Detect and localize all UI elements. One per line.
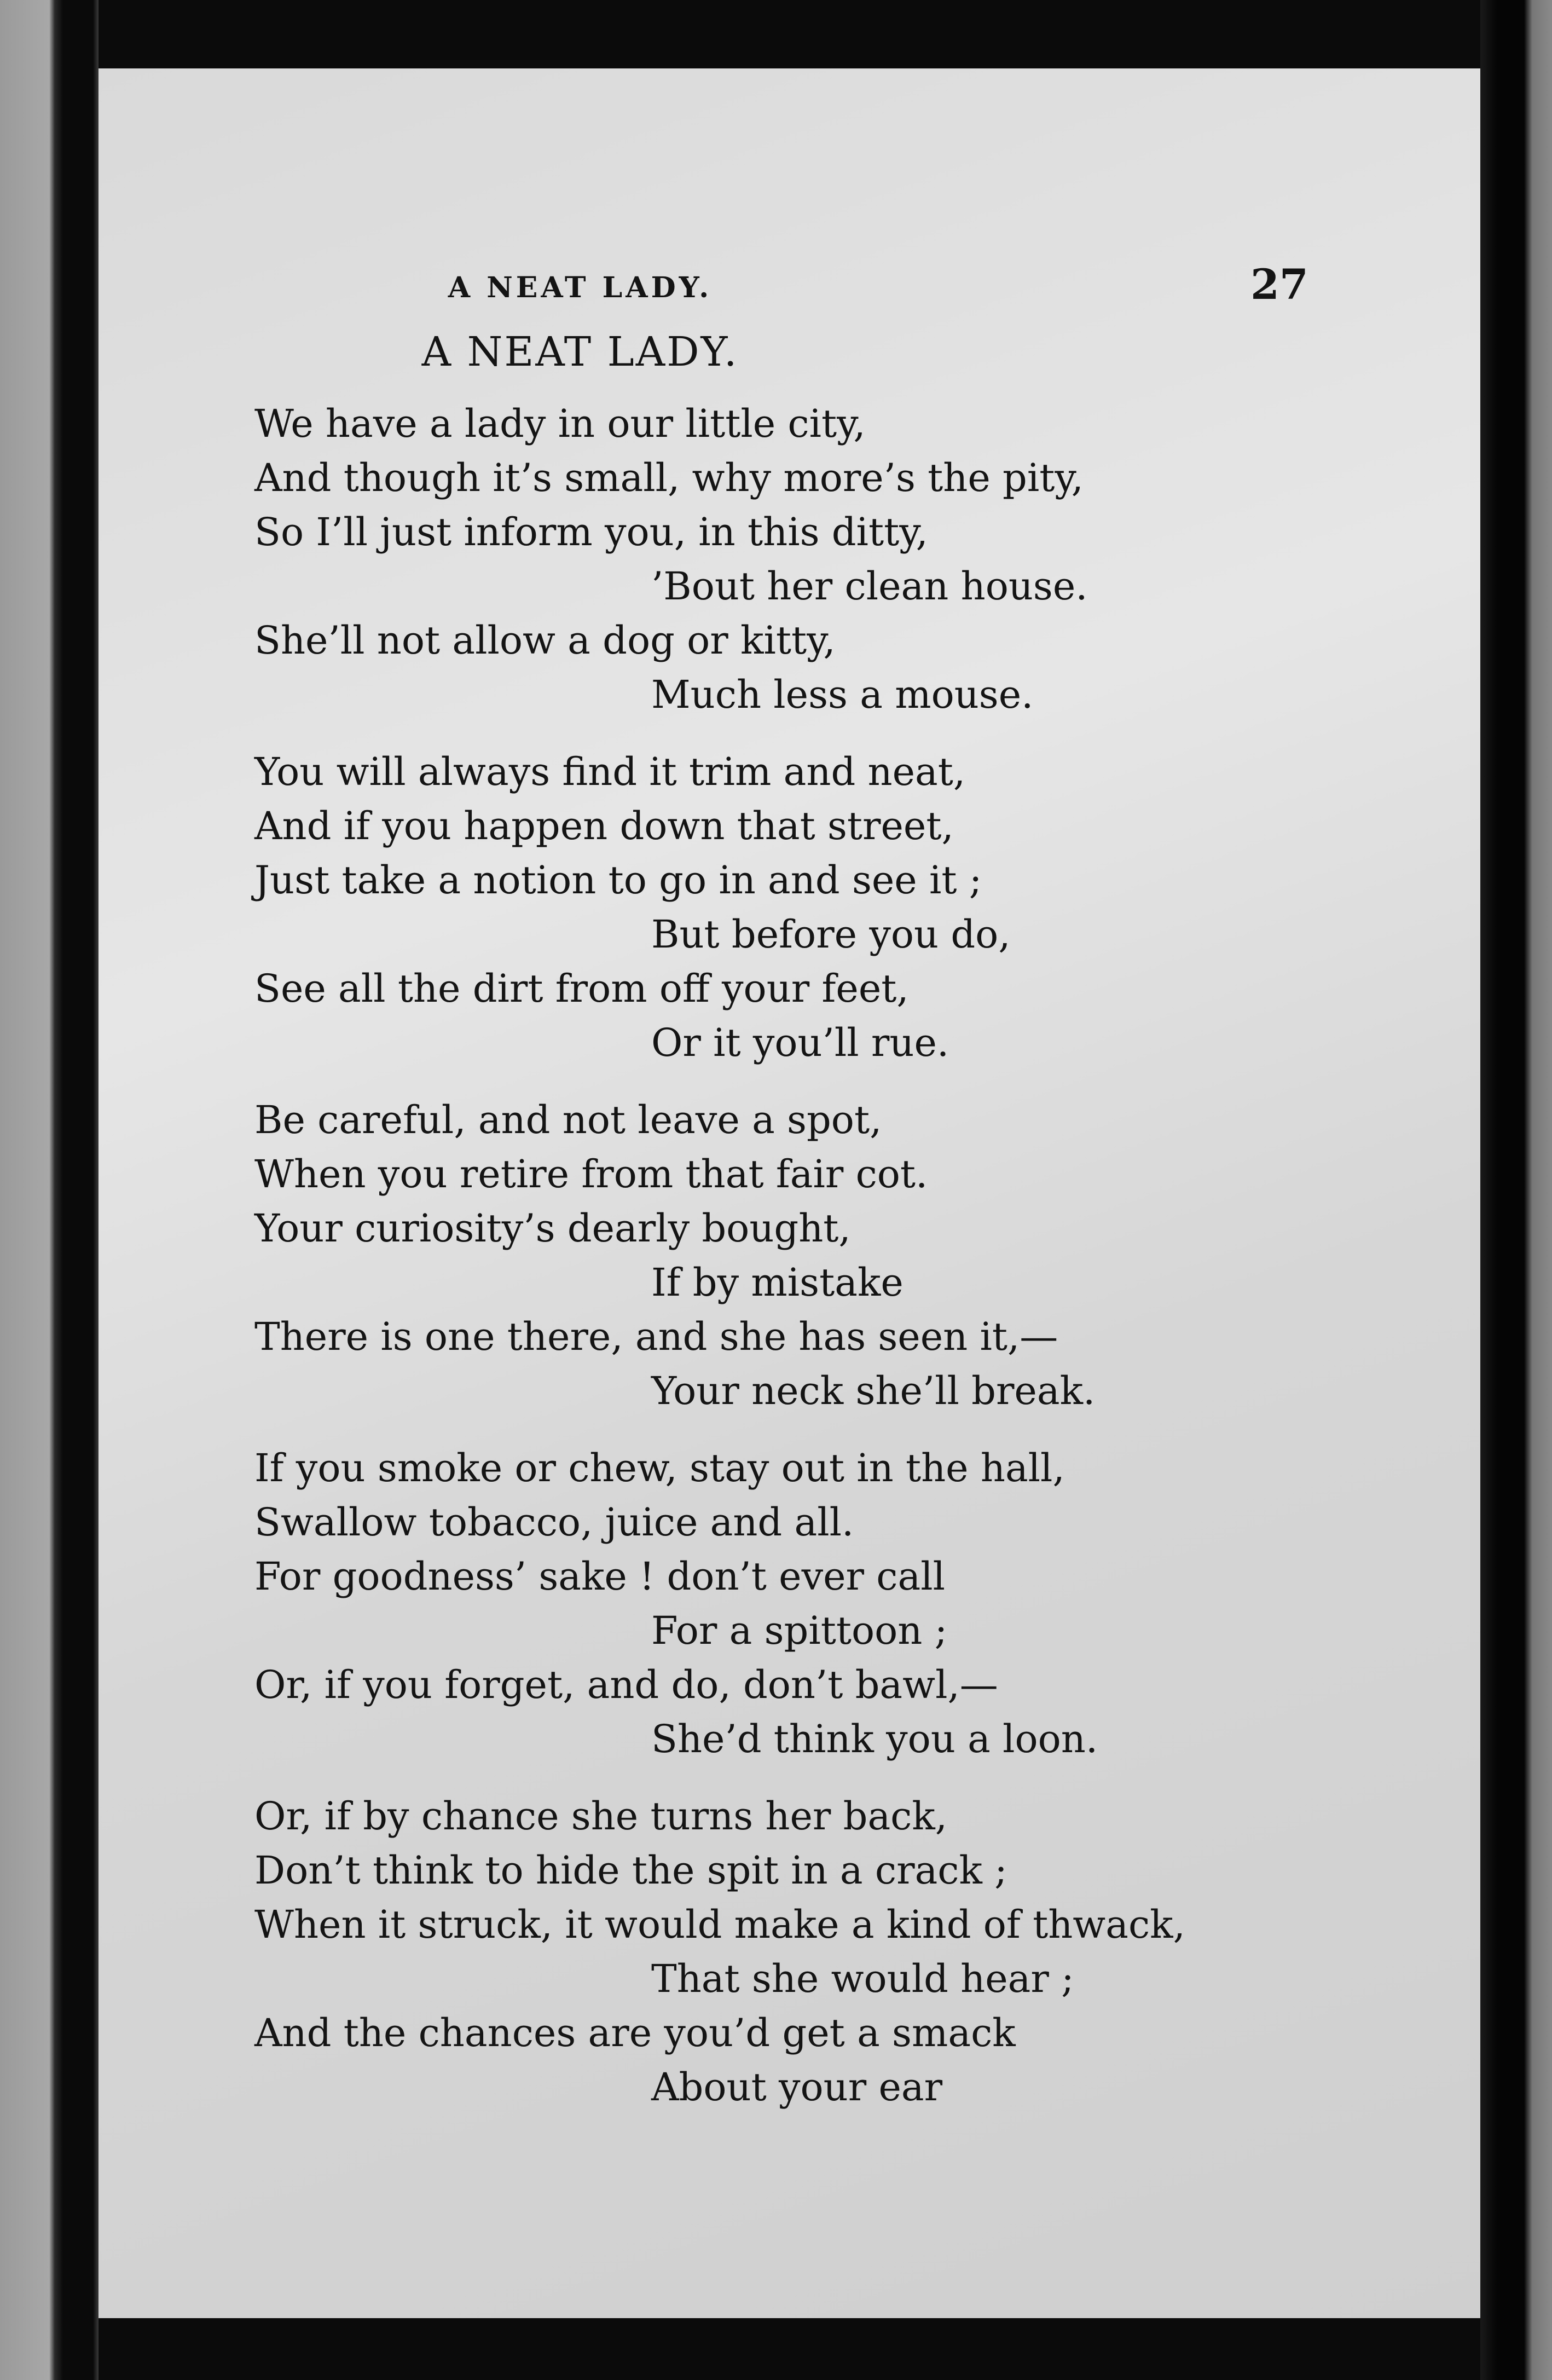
poem-line: And though it’s small, why more’s the pity, (254, 455, 1084, 500)
poem-line: Or, if you forget, and do, don’t bawl,— (254, 1662, 998, 1707)
poem-line: Or it you’ll rue. (651, 1020, 949, 1065)
poem-line: But before you do, (651, 912, 1011, 957)
poem-line: Don’t think to hide the spit in a crack ; (254, 1848, 1007, 1893)
poem-line: Swallow tobacco, juice and all. (254, 1500, 854, 1545)
poem-line: So I’ll just inform you, in this ditty, (254, 510, 928, 554)
book-page (99, 68, 1480, 2318)
poem-line: For goodness’ sake ! don’t ever call (254, 1554, 945, 1599)
poem-line: And the chances are you’d get a smack (254, 2011, 1016, 2055)
poem-line: About your ear (651, 2065, 943, 2110)
poem-line: She’d think you a loon. (651, 1717, 1098, 1761)
poem-line: Or, if by chance she turns her back, (254, 1794, 948, 1839)
poem-line: She’ll not allow a dog or kitty, (254, 618, 836, 663)
stanza (254, 397, 1458, 722)
poem-line: Your curiosity’s dearly bought, (254, 1206, 851, 1251)
poem-line: When it struck, it would make a kind of thwack, (254, 1902, 1185, 1947)
poem-body (254, 397, 1458, 2138)
page-number: 27 (1250, 260, 1308, 309)
poem-line: There is one there, and she has seen it,— (254, 1314, 1058, 1359)
poem-line: Your neck she’ll break. (651, 1368, 1096, 1413)
poem-line: Just take a notion to go in and see it ; (254, 858, 982, 903)
poem-title: A NEAT LADY. (421, 328, 739, 376)
stanza (254, 1789, 1458, 2115)
film-border-bottom (0, 2318, 1552, 2380)
film-border-left (0, 0, 99, 2380)
poem-line: If by mistake (651, 1260, 904, 1305)
film-border-right (1480, 0, 1552, 2380)
film-border-top (0, 0, 1552, 68)
stanza (254, 1441, 1458, 1766)
poem-line: If you smoke or chew, stay out in the hall, (254, 1446, 1065, 1491)
stanza (254, 745, 1458, 1070)
running-head: A NEAT LADY. (448, 271, 713, 304)
poem-line: Much less a mouse. (651, 672, 1034, 717)
poem-line: That she would hear ; (651, 1956, 1074, 2001)
poem-line: For a spittoon ; (651, 1608, 948, 1653)
poem-line: And if you happen down that street, (254, 804, 954, 848)
poem-line: Be careful, and not leave a spot, (254, 1097, 882, 1142)
poem-line: We have a lady in our little city, (254, 401, 866, 446)
poem-line: See all the dirt from off your feet, (254, 966, 909, 1011)
poem-line: ’Bout her clean house. (651, 564, 1088, 609)
stanza (254, 1093, 1458, 1418)
poem-line: When you retire from that fair cot. (254, 1152, 928, 1197)
poem-line: You will always find it trim and neat, (254, 749, 966, 794)
